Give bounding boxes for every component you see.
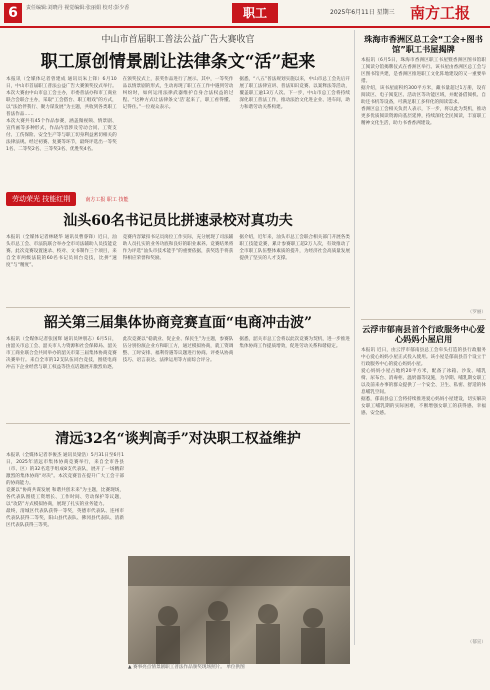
section-label: 职工 — [232, 3, 278, 23]
article4-paragraph: 本报讯（全媒体记者李俊杰 通讯员梁浩）5月31日至6月1日，2025年清远市集体协商竞赛举行，来自全市各县（市、区）的32名选手组成8支代表队，展开了一场精彩激烈的集体协商“对决”。本次竞赛旨在提升广大工会干部的协商能力。 — [6, 453, 124, 486]
article2-headline: 汕头60名书记员比拼速录校对真功夫 — [63, 213, 293, 229]
page-header — [0, 0, 490, 26]
right2-byline: （郁宣） — [467, 640, 486, 645]
article3-column-1 — [6, 336, 117, 420]
article3-headline: 韶关第三届集体协商竞赛直面“电商冲击波” — [43, 315, 313, 331]
right1-byline: （罗丽） — [467, 310, 486, 315]
right1-paragraph: 据介绍，该书屋面积约300平方米，藏书量超过1万册，设有阅读区、电子阅览区、活动区等功能区域，并配备借阅机、自助还书机等设备，可满足职工多样化的阅读需求。 — [361, 86, 486, 105]
news-photo — [128, 556, 350, 664]
photo-placeholder-icon — [128, 556, 350, 664]
banner-note: 南方工报 职工 技能 — [85, 197, 129, 203]
article3-paragraph: 本报讯（全媒体记者张国辉 通讯员钟朋志）6月5日，由韶关市总工会、韶关市人力资源和社会保障局、韶关市工商业联合会共同举办的韶关市第三届集体协商竞赛决赛举行。来自全市的12支队伍同台竞技，围绕电商冲击下企业经营与职工权益等热点话题展开激烈角逐。 — [6, 337, 117, 370]
article1-paragraph: 在颁奖仪式上，获奖作品进行了展示。其中，一等奖作品以情景剧的形式，生动再现了职工在工作中遇到劳动纠纷时，如何运用法律武器维护自身合法权益的过程。“这种方式让法律条文‘活’起来了，职工看得懂、记得住。”一位观众表示。 — [122, 77, 234, 110]
header-rule — [0, 26, 490, 28]
article4-paragraph: 竞赛以“协商共谋发展 和谐共创未来”为主题，比赛现场，各代表队围绕工资增长、工作时间、劳动保护等议题，以“攻防”方式模拟协商，展现了扎实的业务能力。 — [6, 488, 124, 507]
right2-paragraph: 爱心妈妈小屋占地约20平方米，配备了冰箱、沙发、哺乳椅、尿布台、消毒柜、温奶器等设施，为孕期、哺乳期女职工以及前来办事的群众提供了一个安全、卫生、私密、舒适的休息哺乳空间。 — [361, 369, 486, 395]
article1-headline: 职工原创情景剧让法律条文“活”起来 — [40, 52, 316, 72]
article2-paragraph: 竞赛内容紧扣书记员岗位工作实际，充分展现了司法辅助人员扎实的业务功底和良好的职业素养。竞赛结果将作为评选“汕头市技术能手”的重要依据，获奖选手将获得相应荣誉和奖励。 — [122, 235, 234, 261]
article1-body — [6, 76, 350, 186]
article1-column-3 — [239, 76, 350, 186]
article1-paragraph: 本报讯（全媒体记者曾建成 通讯员朱上锋）6月10日，中山市首届职工普法公益广告大赛颁奖仪式举行。本次大赛由中山市总工会主办，市委普法办和市工商业联合会联合主办，采取“工会搭台、职工唱戏”的方式，以“法治伴我行、聚力谋发展”为主题，共收到各类职工普法作品…… — [6, 77, 117, 117]
section-divider — [6, 307, 350, 308]
right1-paragraph: 本报讯（6月5日，珠海市香洲区职工书屋暨香洲区图书馆职工阅读分馆揭牌仪式在香洲区举行。该书屋由香洲区总工会与区图书馆共建，是香洲区推进职工文化阵地建设的又一重要举措。 — [361, 58, 486, 84]
right1-headline: 珠海市香洲区总工会“工会+图书馆”职工书屋揭牌 — [364, 34, 483, 54]
article4-paragraph: 最终，清城区代表队获得一等奖，英德市代表队、连州市代表队获得二等奖，阳山县代表队、佛冈县代表队、清新区代表队获得三等奖。 — [6, 509, 124, 528]
article2-paragraph: 本报讯（全媒体记者林晓华 通讯员曹睿锋）近日，汕头市总工会、市法院联合举办全市司法辅助人员技能竞赛。此次竞赛设置速录、校对、文书制作三个项目，来自全市两级法院的60名书记员同台竞技，比拼“速度”与“精度”。 — [6, 235, 117, 268]
right2-headline: 云浮市郁南县首个行政服务中心爱心妈妈小屋启用 — [362, 324, 485, 344]
article3-column-2 — [123, 336, 234, 420]
article2-paragraph: 据介绍，近年来，汕头市总工会联合相关部门开展各类职工技能竞赛，累计参赛职工超2万人次，有效推动了全市职工队伍整体素质的提升，为经济社会高质量发展提供了坚实的人才支撑。 — [239, 235, 351, 261]
main-column — [6, 30, 350, 582]
side-column — [354, 30, 486, 645]
right2-paragraph: 据悉，郁南县总工会将持续推进爱心妈妈小屋建设，切实解决女职工哺乳期的实际困难，不断增强女职工的获得感、幸福感、安全感。 — [361, 397, 486, 416]
right1-body — [361, 57, 486, 307]
article1-paragraph: 据悉，“八五”普法规划实施以来，中山市总工会先后开展了职工法律宣讲、普法知识竞赛、以案释法等活动，覆盖职工逾13万人次。下一步，中山市总工会将持续深化职工普法工作，推动法治文化进企业、进车间，助力和谐劳动关系构建。 — [239, 77, 351, 110]
article2-column-1 — [6, 234, 117, 304]
article3-paragraph: 据悉，韶关市总工会将以此次竞赛为契机，进一步推进集体协商工作提质增效，促进劳动关系和谐稳定。 — [239, 337, 351, 349]
photo-caption: ▲ 赛事亮点情景剧职工普法作品颁奖现场照片。 单位供图 — [128, 665, 245, 670]
section-divider — [6, 423, 350, 424]
issue-date: 2025年6月11日 星期三 — [330, 9, 395, 16]
article4-headline: 清远32名“谈判高手”对决职工权益维护 — [55, 431, 301, 447]
article4-column-1 — [6, 452, 124, 582]
article2-body — [6, 234, 350, 304]
section-divider — [361, 319, 486, 320]
theme-banner — [6, 186, 350, 206]
article1-paragraph: 本次大赛共有45个作品参赛，涵盖微视频、情景剧、宣传画等多种形式，作品内容涉及劳动合同、工资支付、工伤保险、安全生产等与职工切身利益密切相关的法律法规。经过初赛、复赛等环节，最终评选出一等奖1名、二等奖2名、三等奖3名、优胜奖4名。 — [6, 119, 117, 152]
article1-column-2 — [123, 76, 234, 186]
article3-column-3 — [239, 336, 350, 420]
article1-column-1 — [6, 76, 117, 186]
article2-column-2 — [123, 234, 234, 304]
right1-paragraph: 香洲区总工会相关负责人表示，下一步，将以此为契机，推动更多优质阅读资源向基层延伸，持续深化全民阅读，丰富职工精神文化生活，助力书香香洲建设。 — [361, 107, 486, 126]
article3-paragraph: 此次竞赛以“稳就业、促企业、保民生”为主题，参赛队伍分别扮演企业方和职工方，通过模拟协商，就工资调整、工时安排、福利待遇等议题进行协商。评委从协商技巧、语言表达、法律运用等方面综合评分。 — [122, 337, 234, 363]
editor-credits: 责任编辑:刘晓丹 视觉编辑:张丽娟 校对:彭少香 — [26, 5, 130, 11]
masthead-logo: 南方工报 — [410, 4, 471, 22]
banner-label: 劳动荣光 技能红荆 — [6, 192, 76, 206]
right2-paragraph: 本报讯 近日，由云浮市郁南县总工会牵头打造的县行政服务中心爱心妈妈小屋正式投入使用。该小屋是郁南县首个设立于行政服务中心的爱心妈妈小屋。 — [361, 348, 486, 367]
page-number: 6 — [4, 3, 22, 23]
right2-body — [361, 347, 486, 637]
article3-body — [6, 336, 350, 420]
article1-kicker: 中山市首届职工普法公益广告大赛收官 — [101, 35, 255, 45]
article2-column-3 — [239, 234, 350, 304]
